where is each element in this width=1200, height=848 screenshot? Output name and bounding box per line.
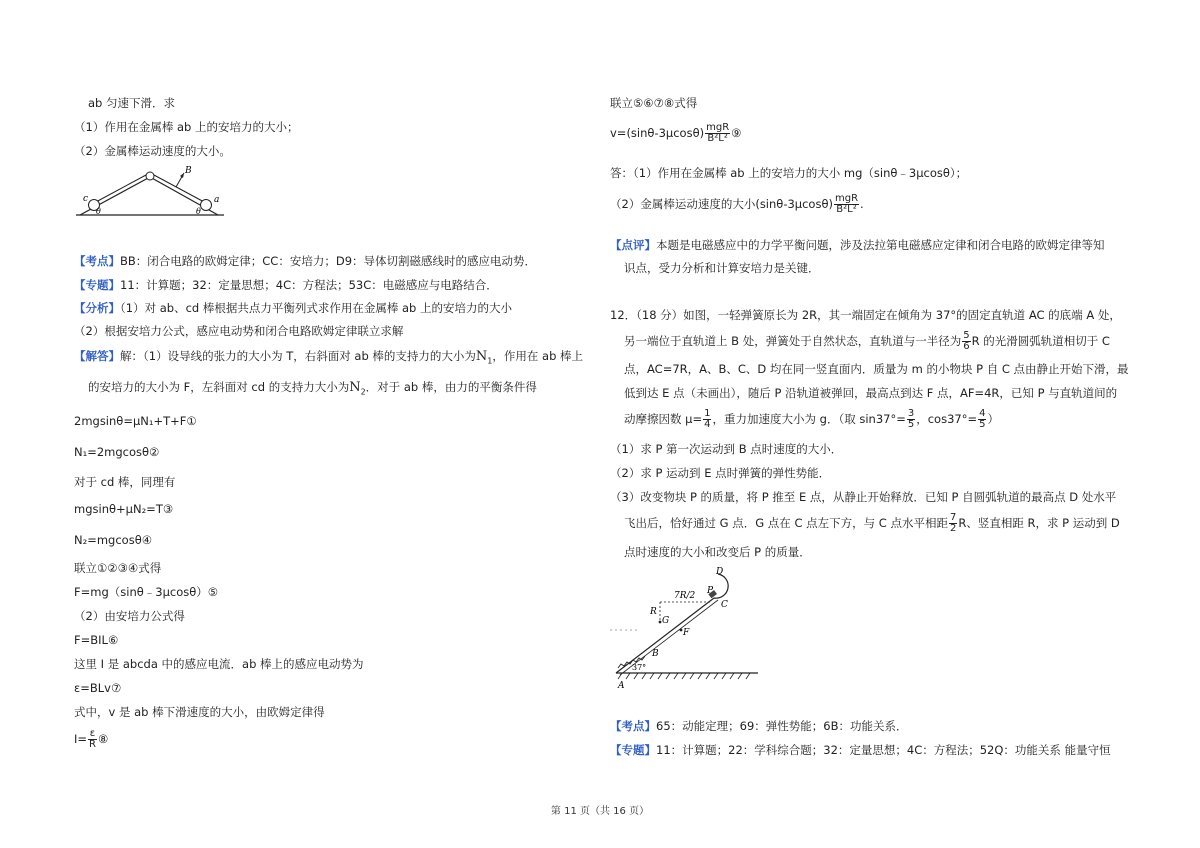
label-angle: 37° xyxy=(632,663,647,672)
label-theta-left: θ xyxy=(96,207,101,216)
text-line: （2）根据安培力公式，感应电动势和闭合电路欧姆定律联立求解 xyxy=(74,324,404,338)
text-line: 答：（1）作用在金属棒 ab 上的安培力的大小 mg（sinθ﹣3μcosθ）； xyxy=(610,166,968,180)
label-R: R xyxy=(650,607,657,617)
question-line: （1）求 P 第一次运动到 B 点时速度的大小． xyxy=(610,442,843,456)
equation: F=BIL⑥ xyxy=(74,633,119,647)
equation: F=mg（sinθ﹣3μcosθ）⑤ xyxy=(74,585,219,599)
question-line: （3）改变物块 P 的质量，将 P 推至 E 点，从静止开始释放．已知 P 自圆弧轨道的最高点 D 处水平 xyxy=(610,490,1117,504)
text-line: 对于 cd 棒，同理有 xyxy=(74,475,176,489)
text-line: （2）金属棒运动速度的大小。 xyxy=(74,144,231,158)
fenxi-line: 【分析】（1）对 ab、cd 棒根据共点力平衡列式求作用在金属棒 ab 上的安培力的大小 xyxy=(74,301,513,315)
label-theta-right: θ xyxy=(196,207,201,216)
text-line: 式中，v 是 ab 棒下滑速度的大小，由欧姆定律得 xyxy=(74,705,325,719)
zhuanti-line: 【专题】11：计算题；32：定量思想；4C：方程法；53C：电磁感应与电路结合． xyxy=(74,278,498,292)
question-line: 12．（18 分）如图，一轻弹簧原长为 2R，其一端固定在倾角为 37°的固定直轨道 AC 的底端 A 处， xyxy=(610,308,1121,322)
question-line: 低到达 E 点（未画出），随后 P 沿轨道被弹回，最高点到达 F 点，AF=4R，已知 P 与直轨道间的 xyxy=(624,386,1118,400)
equation: 2mgsinθ=μN₁+T+F① xyxy=(74,414,197,428)
text-line: （2）由安培力公式得 xyxy=(74,609,185,623)
label-7R2: 7R/2 xyxy=(674,591,696,601)
question-line: 飞出后，恰好通过 G 点．G 点在 C 点左下方，与 C 点水平相距 $\frac{7}{2}$ R、竖直相距 R，求 P 运动到 D xyxy=(624,512,1120,534)
text-line: 这里 I 是 abcda 中的感应电流．ab 棒上的感应电动势为 xyxy=(74,657,364,671)
text-line: 联立⑤⑥⑦⑧式得 xyxy=(610,96,698,110)
kaodian-line: 【考点】BB：闭合电路的欧姆定律；CC：安培力；D9：导体切割磁感线时的感应电动势． xyxy=(74,254,537,268)
kaodian-line: 【考点】65：动能定理；69：弹性势能；6B：功能关系． xyxy=(610,719,908,733)
label-F: F xyxy=(683,628,690,638)
question-line: 另一端位于直轨道上 B 处，弹簧处于自然状态，直轨道与一半径为 $\frac{5}{6}$ R 的光滑圆弧轨道相切于 C xyxy=(624,330,1110,352)
figure-track xyxy=(608,560,768,690)
question-line: 点，AC=7R，A、B、C、D 均在同一竖直面内．质量为 m 的小物块 P 自 C 点由静止开始下滑，最 xyxy=(624,362,1129,376)
text-line: 识点，受力分析和计算安培力是关键． xyxy=(624,261,820,275)
text-line: （1）作用在金属棒 ab 上的安培力的大小； xyxy=(74,120,299,134)
text-line: 的安培力的大小为 F，左斜面对 cd 的支持力大小为$N_2$．对于 ab 棒，由力的平衡条件得 xyxy=(88,380,537,397)
question-line: 动摩擦因数 μ= $\frac{1}{4}$ ，重力加速度大小为 g．（取 sin37°= $\frac{3}{5}$ ，cos37°= $\frac{4}{5}$ ） xyxy=(624,408,999,430)
zhuanti-line: 【专题】11：计算题；22：学科综合题；32：定量思想；4C：方程法；52Q：功能关系 能量守恒 xyxy=(610,743,1111,757)
label-B: B xyxy=(185,166,192,176)
jieda-line: 【解答】解：（1）设导线的张力的大小为 T，右斜面对 ab 棒的支持力的大小为$N_1$，作用在 ab 棒上 xyxy=(74,349,584,366)
text-line: （2）金属棒运动速度的大小(sinθ-3μcosθ) $\frac{\text{mgR}}{\text{B²L²}}$ . xyxy=(610,193,864,215)
figure-inclines xyxy=(72,163,232,223)
label-D: D xyxy=(716,567,724,577)
question-line: （2）求 P 运动到 E 点时弹簧的弹性势能． xyxy=(610,466,831,480)
page-footer: 第 11 页（共 16 页） xyxy=(550,806,650,817)
question-line: 点时速度的大小和改变后 P 的质量． xyxy=(624,545,811,559)
label-P: P xyxy=(707,586,714,596)
label-c: c xyxy=(83,194,89,204)
equation: N₂=mgcosθ④ xyxy=(74,533,153,547)
text-line: ab 匀速下滑．求 xyxy=(88,96,176,110)
dianping-line: 【点评】本题是电磁感应中的力学平衡问题，涉及法拉第电磁感应定律和闭合电路的欧姆定律等知 xyxy=(610,238,1105,252)
equation: mgsinθ+μN₂=T③ xyxy=(74,502,174,516)
equation: ε=BLv⑦ xyxy=(74,681,122,695)
equation: v=(sinθ-3μcosθ) $\frac{\text{mgR}}{\text{B²L²}}$ ⑨ xyxy=(610,122,742,144)
equation: I= $\frac{\varepsilon}{R}$ ⑧ xyxy=(74,728,109,750)
label-C: C xyxy=(721,600,728,610)
label-A: A xyxy=(618,681,625,690)
label-a: a xyxy=(214,195,220,205)
label-G: G xyxy=(662,616,670,626)
equation: N₁=2mgcosθ② xyxy=(74,445,160,459)
label-B: B xyxy=(652,649,659,659)
text-line: 联立①②③④式得 xyxy=(74,561,162,575)
